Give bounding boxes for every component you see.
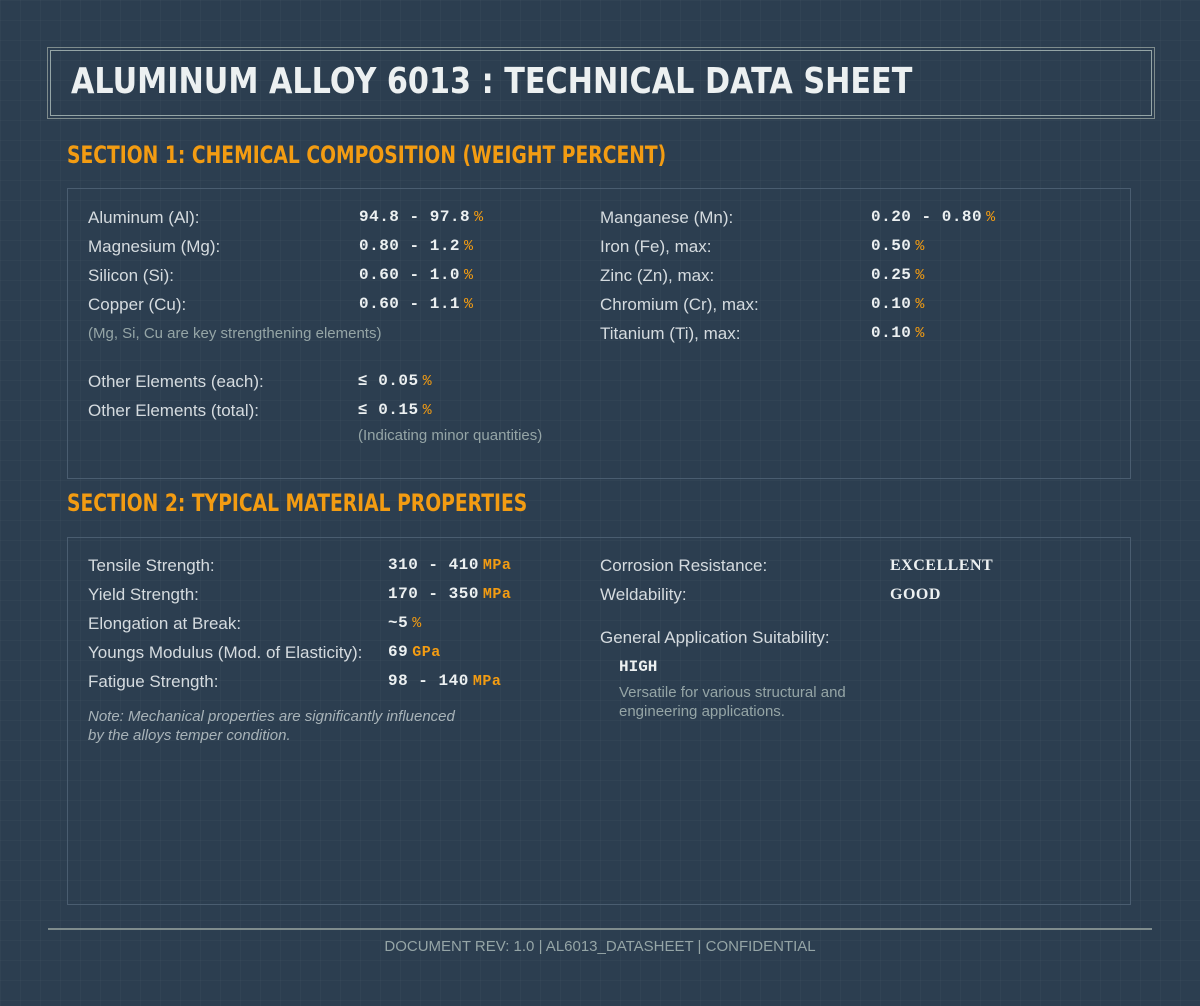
unit-percent: % [986,209,996,226]
unit-percent: % [464,296,474,313]
property-label: Corrosion Resistance: [600,556,768,575]
corrosion-rating: EXCELLENT [890,557,994,574]
element-value: ≤ 0.15 % [358,401,433,419]
element-label: Chromium (Cr), max: [600,295,759,314]
element-value: 0.25 % [871,266,925,284]
suitability-desc-line-2: engineering applications. [619,703,785,720]
property-label: Fatigue Strength: [88,672,219,691]
section-2-title: SECTION 2: TYPICAL MATERIAL PROPERTIES [67,489,528,517]
element-label: Aluminum (Al): [88,208,200,227]
element-label: Iron (Fe), max: [600,237,712,256]
suitability-label: General Application Suitability: [600,628,830,647]
element-label: Manganese (Mn): [600,208,734,227]
property-value: 69 GPa [388,643,441,661]
unit-gpa: GPa [412,644,441,661]
unit-percent: % [915,296,925,313]
element-label: Zinc (Zn), max: [600,266,715,285]
property-value: ~5 % [388,614,422,632]
unit-percent: % [422,402,433,419]
unit-percent: % [464,267,474,284]
unit-percent: % [915,267,925,284]
property-label: Yield Strength: [88,585,199,604]
unit-mpa: MPa [482,557,512,574]
weldability-rating: GOOD [890,586,941,603]
element-label: Other Elements (total): [88,401,260,420]
element-value: 0.50 % [871,237,925,255]
unit-percent: % [474,209,484,226]
section-1-title: SECTION 1: CHEMICAL COMPOSITION (WEIGHT PERCENT) [67,141,667,169]
unit-percent: % [412,615,422,632]
property-value: 98 - 140 MPa [388,672,502,690]
element-label: Magnesium (Mg): [88,237,221,256]
property-label: Elongation at Break: [88,614,242,633]
element-value: 0.20 - 0.80 % [871,208,996,226]
element-value: 0.80 - 1.2 % [359,237,474,255]
property-label: Weldability: [600,585,687,604]
element-label: Copper (Cu): [88,295,187,314]
property-value: 170 - 350 MPa [388,585,512,603]
unit-percent: % [915,238,925,255]
footer-divider [48,928,1152,930]
property-value: 310 - 410 MPa [388,556,512,574]
title-banner [47,47,1155,119]
element-value: 0.10 % [871,295,925,313]
suitability-desc-line-1: Versatile for various structural and [619,684,846,701]
element-value: 0.10 % [871,324,925,342]
element-value: 0.60 - 1.0 % [359,266,474,284]
suitability-rating: HIGH [619,658,658,676]
page-title: ALUMINUM ALLOY 6013 : TECHNICAL DATA SHEET [71,61,913,102]
temper-note-line-2: by the alloys temper condition. [88,727,291,744]
element-label: Other Elements (each): [88,372,264,391]
unit-mpa: MPa [482,586,512,603]
temper-note-line-1: Note: Mechanical properties are significantly influenced [88,708,455,725]
element-value: 0.60 - 1.1 % [359,295,474,313]
property-label: Tensile Strength: [88,556,215,575]
property-label: Youngs Modulus (Mod. of Elasticity): [88,643,363,662]
chemical-composition-panel [67,188,1131,479]
unit-percent: % [915,325,925,342]
unit-mpa: MPa [472,673,502,690]
unit-percent: % [422,373,433,390]
element-label: Silicon (Si): [88,266,174,285]
footer-text: DOCUMENT REV: 1.0 | AL6013_DATASHEET | CONFIDENTIAL [384,938,816,955]
element-value: ≤ 0.05 % [358,372,433,390]
element-value: 94.8 - 97.8 % [359,208,484,226]
element-label: Titanium (Ti), max: [600,324,741,343]
strengthening-note: (Mg, Si, Cu are key strengthening elements) [88,325,382,342]
material-properties-panel [67,537,1131,905]
unit-percent: % [464,238,474,255]
minor-quantities-note: (Indicating minor quantities) [358,427,543,444]
